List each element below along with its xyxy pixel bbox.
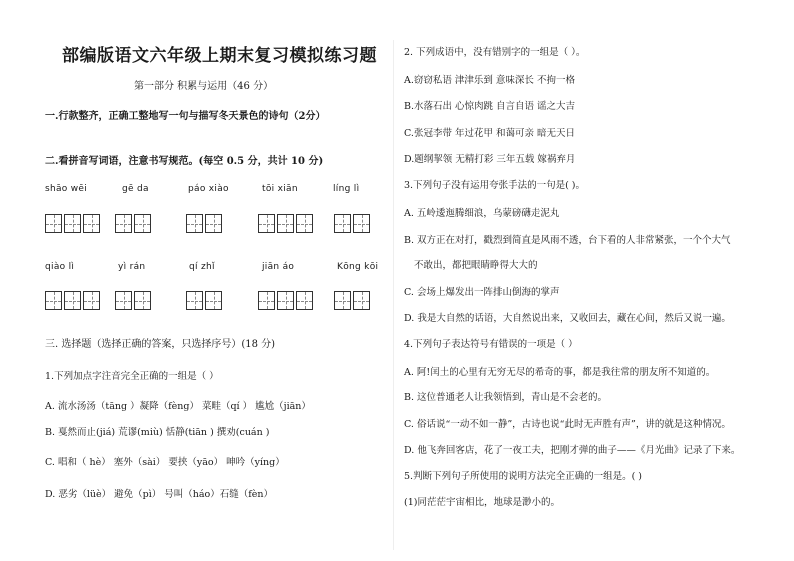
question-4-option-a[interactable]: A. 阿!闰土的心里有无穷无尽的希奇的事，都是我往常的朋友所不知道的。 xyxy=(404,367,716,378)
question-4-option-b[interactable]: B. 这位普通老人让我领悟到，青山是不会老的。 xyxy=(404,392,608,403)
question-4-option-d[interactable]: D. 他飞奔回客店，花了一夜工夫，把刚才弹的曲子——《月光曲》记录了下来。 xyxy=(404,445,741,456)
question-4: 4.下列句子表达符号有错误的一项是（ ） xyxy=(404,339,578,350)
question-3-option-d[interactable]: D. 我是大自然的话语，大自然说出来，又收回去，藏在心间，然后又说一遍。 xyxy=(404,313,731,324)
pinyin-label: qí zhǐ xyxy=(189,262,215,272)
pinyin-label: qiào lì xyxy=(45,262,75,272)
writing-grid[interactable] xyxy=(115,214,151,233)
writing-grid[interactable] xyxy=(45,291,100,310)
question-2: 2. 下列成语中，没有错别字的一组是（ ）。 xyxy=(404,47,586,58)
pinyin-label: gē da xyxy=(122,184,149,194)
question-3: 3.下列句子没有运用夸张手法的一句是( )。 xyxy=(404,180,585,191)
question-3-option-a[interactable]: A. 五岭逶迤腾细浪，乌蒙磅礴走泥丸 xyxy=(404,208,560,219)
pinyin-label: tōi xiān xyxy=(262,184,298,194)
pinyin-label: Kōng kōi xyxy=(337,262,379,272)
question-2-option-a[interactable]: A.窃窃私语 津津乐到 意味深长 不拘一格 xyxy=(404,75,575,86)
writing-grid[interactable] xyxy=(186,214,222,233)
writing-grid[interactable] xyxy=(115,291,151,310)
question-1-option-a[interactable]: A. 流水汤汤（tāng ）凝降（fèng） 菜畦（qí ） 尴尬（jiān） xyxy=(45,401,311,412)
question-2-option-d[interactable]: D.题纲挈领 无精打彩 三年五载 嫁祸弃月 xyxy=(404,154,576,165)
section-2-heading: 二.看拼音写词语，注意书写规范。(每空 0.5 分，共计 10 分) xyxy=(45,156,324,167)
question-1-option-d[interactable]: D. 恶劣（lüè） 避免（pì） 号叫（háo）石缝（fèn） xyxy=(45,489,274,500)
question-3-option-b[interactable]: B. 双方正在对打，戳烈到简直是风雨不透，台下看的人非常紧张，一个个大气 xyxy=(404,235,731,246)
part-heading: 第一部分 积累与运用（46 分） xyxy=(134,81,274,92)
pinyin-label: yì rán xyxy=(118,262,146,272)
question-5-item-1: (1)同茫茫宇宙相比，地球是渺小的。 xyxy=(404,497,560,508)
question-1: 1.下列加点字注音完全正确的一组是（ ） xyxy=(45,371,219,382)
section-3-heading: 三. 选择题（选择正确的答案，只选择序号）(18 分) xyxy=(45,339,276,350)
writing-grid[interactable] xyxy=(45,214,100,233)
question-1-option-b[interactable]: B. 戛然而止(jiá) 荒谬(miù) 恬静(tiān ) 撰劝(cuán ) xyxy=(45,427,270,438)
question-3-option-b-cont: 不敢出，都把眼睛睁得大大的 xyxy=(414,260,538,271)
column-divider xyxy=(393,40,394,550)
question-3-option-c[interactable]: C. 会场上爆发出一阵排山倒海的掌声 xyxy=(404,287,560,298)
question-2-option-b[interactable]: B.水落石出 心惊肉跳 自言自语 谣之大吉 xyxy=(404,101,576,112)
page-title: 部编版语文六年级上期末复习模拟练习题 xyxy=(62,46,377,66)
writing-grid[interactable] xyxy=(186,291,222,310)
question-5: 5.判断下列句子所使用的说明方法完全正确的一组是。( ) xyxy=(404,471,642,482)
pinyin-label: líng lì xyxy=(333,184,360,194)
writing-grid[interactable] xyxy=(258,291,313,310)
pinyin-label: páo xiào xyxy=(188,184,229,194)
writing-grid[interactable] xyxy=(334,291,370,310)
pinyin-label: jiān áo xyxy=(262,262,295,272)
writing-grid[interactable] xyxy=(334,214,370,233)
question-2-option-c[interactable]: C.张冠李带 年过花甲 和蔼可亲 暗无天日 xyxy=(404,128,576,139)
question-1-option-c[interactable]: C. 唱和（ hè） 塞外（sài） 要挟（yāo） 呻吟（yíng） xyxy=(45,457,285,468)
pinyin-label: shāo wēi xyxy=(45,184,88,194)
writing-grid[interactable] xyxy=(258,214,313,233)
question-4-option-c[interactable]: C. 俗话说“一动不如一静”，古诗也说“此时无声胜有声”，讲的就是这种情况。 xyxy=(404,419,731,430)
section-1-heading: 一.行款整齐，正确工整地写一句与描写冬天景色的诗句（2分） xyxy=(45,111,326,122)
